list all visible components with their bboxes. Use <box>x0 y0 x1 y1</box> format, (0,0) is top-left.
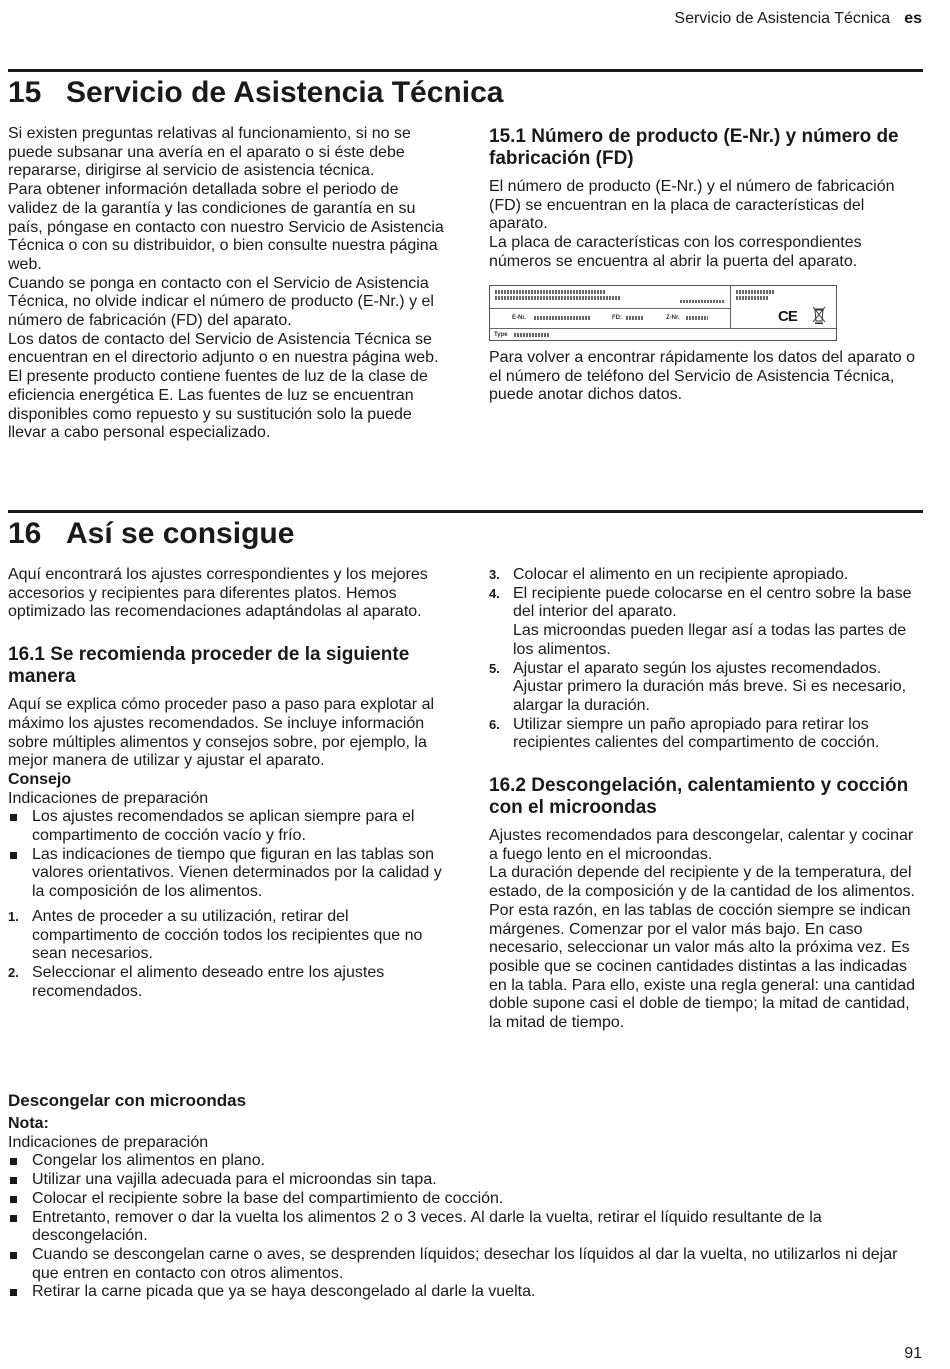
paragraph: Cuando se ponga en contacto con el Servicio de Asistencia Técnica, no olvide indicar el número de producto (E-Nr.) y el número de fabricación (FD) del aparato. <box>8 274 434 330</box>
plate-enr-value <box>534 316 590 320</box>
list-item: Cuando se descongelan carne o aves, se desprenden líquidos; desechar los líquidos al dar la vuelta, no utilizarlos ni dejar que entren en contacto con otros alimentos. <box>8 1246 923 1283</box>
steps-list-continued <box>489 566 923 753</box>
step-number: 5. <box>489 660 500 676</box>
plate-divider <box>490 308 730 309</box>
step-number: 4. <box>489 585 500 601</box>
section-15-rule <box>8 69 923 72</box>
section-15-left-column <box>8 125 444 443</box>
tip-bullet-list <box>8 808 444 902</box>
running-header <box>674 10 922 28</box>
paragraph: Para volver a encontrar rápidamente los datos del aparato o el número de teléfono del Servicio de Asistencia Técnica, puede anotar dichos datos. <box>489 349 916 404</box>
plate-enr-label: E-Nr. <box>512 315 527 321</box>
plate-text-line <box>495 296 620 300</box>
step-note: Ajustar primero la duración más breve. Si es necesario, alargar la duración. <box>513 678 907 714</box>
step-text: Seleccionar el alimento deseado entre los ajustes recomendados. <box>32 963 385 1000</box>
plate-text-line <box>680 300 725 303</box>
step-number: 6. <box>489 716 500 732</box>
step-note: Las microondas pueden llegar así a todas las partes de los alimentos. <box>513 622 907 658</box>
plate-divider <box>490 328 836 329</box>
step-item <box>489 660 923 716</box>
plate-znr-value <box>686 316 708 320</box>
subsection-16-2-heading: 16.2 Descongelación, calentamiento y cocción con el microondas <box>489 775 909 819</box>
paragraph: El presente producto contiene fuentes de luz de la clase de eficiencia energética E. Las fuentes de luz se encuentran disponibles como repuesto y su sustitución solo la puede llevar a cabo personal especializado. <box>8 368 428 442</box>
step-item <box>489 566 923 585</box>
list-item: Congelar los alimentos en plano. <box>8 1152 923 1171</box>
plate-divider <box>730 286 731 328</box>
defrost-bullet-list <box>8 1152 923 1302</box>
ce-mark: CE <box>778 308 797 325</box>
section-16-number: 16 <box>8 517 42 550</box>
rating-plate-figure <box>489 285 837 341</box>
step-text: Colocar el alimento en un recipiente apropiado. <box>513 566 849 583</box>
subsection-15-1-heading: 15.1 Número de producto (E-Nr.) y número de fabricación (FD) <box>489 126 899 169</box>
list-item: Los ajustes recomendados se aplican siempre para el compartimento de cocción vacío y frío. <box>8 808 444 845</box>
paragraph: La duración depende del recipiente y de la temperatura, del estado, de la composición y de la cantidad de los alimentos. Por esta razón, en las tablas de cocción siempre se indican márgenes. Comenzar por el valor más bajo. En caso necesario, seleccionar un valor más alto la próxima vez. Es posible que se cocinen cantidades distintas a las indicadas en la tabla. Para ello, existe una regla general: una cantidad doble supone casi el doble de tiempo; la mitad de cantidad, la mitad de tiempo. <box>489 864 916 1032</box>
paragraph: Para obtener información detallada sobre el periodo de validez de la garantía y las condiciones de garantía en su país, póngase en contacto con nuestro Servicio de Asistencia Técnica o con su distribuidor, o bien consulte nuestra página web. <box>8 181 444 273</box>
plate-type-label: Type <box>494 332 508 338</box>
section-15-number: 15 <box>8 76 42 109</box>
section-16-right-column <box>489 566 923 1033</box>
step-text: El recipiente puede colocarse en el centro sobre la base del interior del aparato. <box>513 584 912 621</box>
list-item: Retirar la carne picada que ya se haya descongelado al darle la vuelta. <box>8 1283 923 1302</box>
paragraph: Aquí se explica cómo proceder paso a paso para explotar al máximo los ajustes recomendados. Se incluye información sobre múltiples alimentos y consejos sobre, por ejemplo, la mejor manera de utilizar y ajustar el aparato. <box>8 696 435 770</box>
list-item: Entretanto, remover o dar la vuelta los alimentos 2 o 3 veces. Al darle la vuelta, retirar el líquido resultante de la descongelación. <box>8 1209 923 1246</box>
plate-text-line <box>495 290 605 294</box>
plate-fd-label: FD: <box>612 315 622 321</box>
weee-bin-icon <box>812 306 826 324</box>
step-text: Ajustar el aparato según los ajustes recomendados. <box>513 659 882 677</box>
plate-fd-value <box>626 316 644 320</box>
section-16-rule <box>8 510 923 513</box>
section-15-title: Servicio de Asistencia Técnica <box>66 76 504 109</box>
step-text: Antes de proceder a su utilización, retirar del compartimento de cocción todos los recipientes que no sean necesarios. <box>32 907 423 963</box>
section-16-left-column <box>8 566 444 1001</box>
step-item <box>489 716 923 753</box>
plate-type-value <box>514 333 550 337</box>
note-label: Nota: <box>8 1115 49 1132</box>
header-title: Servicio de Asistencia Técnica <box>674 10 891 27</box>
step-item <box>8 964 444 1001</box>
prep-label: Indicaciones de preparación <box>8 789 209 807</box>
defrost-section <box>8 1091 923 1302</box>
paragraph: Los datos de contacto del Servicio de Asistencia Técnica se encuentran en el directorio adjunto o en nuestra página web. <box>8 330 439 367</box>
section-15-heading <box>8 76 503 110</box>
section-15-right-column <box>489 126 923 272</box>
step-number: 2. <box>8 964 19 980</box>
paragraph: Si existen preguntas relativas al funcionamiento, si no se puede subsanar una avería en el aparato o si éste debe repararse, dirigirse al servicio de asistencia técnica. <box>8 125 411 180</box>
paragraph: La placa de características con los correspondientes números se encuentra al abrir la puerta del aparato. <box>489 234 862 270</box>
step-number: 3. <box>489 567 500 582</box>
steps-list <box>8 908 444 1002</box>
page-number: 91 <box>904 1345 922 1362</box>
section-16-title: Así se consigue <box>66 517 295 550</box>
tip-label: Consejo <box>8 770 72 788</box>
plate-text-line <box>736 290 774 294</box>
paragraph: Aquí encontrará los ajustes correspondientes y los mejores accesorios y recipientes para diferentes platos. Hemos optimizado las recomendaciones adaptándolas al aparato. <box>8 566 428 621</box>
language-code: es <box>904 10 922 27</box>
section-16-heading <box>8 517 294 551</box>
paragraph: Ajustes recomendados para descongelar, calentar y cocinar a fuego lento en el microondas. <box>489 827 914 863</box>
paragraph: El número de producto (E-Nr.) y el número de fabricación (FD) se encuentran en la placa de características del aparato. <box>489 178 895 233</box>
list-item: Las indicaciones de tiempo que figuran en las tablas son valores orientativos. Vienen determinados por la calidad y la composición de los alimentos. <box>8 846 444 902</box>
defrost-heading: Descongelar con microondas <box>8 1091 247 1110</box>
step-item <box>489 585 923 660</box>
step-item <box>8 908 444 964</box>
list-item: Colocar el recipiente sobre la base del compartimiento de cocción. <box>8 1190 923 1209</box>
list-item: Utilizar una vajilla adecuada para el microondas sin tapa. <box>8 1171 923 1190</box>
plate-text-line <box>736 296 768 300</box>
step-number: 1. <box>8 908 19 924</box>
step-text: Utilizar siempre un paño apropiado para retirar los recipientes calientes del compartimento de cocción. <box>513 715 880 752</box>
section-15-right-column-tail <box>489 349 923 405</box>
prep-label: Indicaciones de preparación <box>8 1133 209 1151</box>
subsection-16-1-heading: 16.1 Se recomienda proceder de la siguiente manera <box>8 644 410 688</box>
plate-znr-label: Z-Nr. <box>666 315 680 321</box>
